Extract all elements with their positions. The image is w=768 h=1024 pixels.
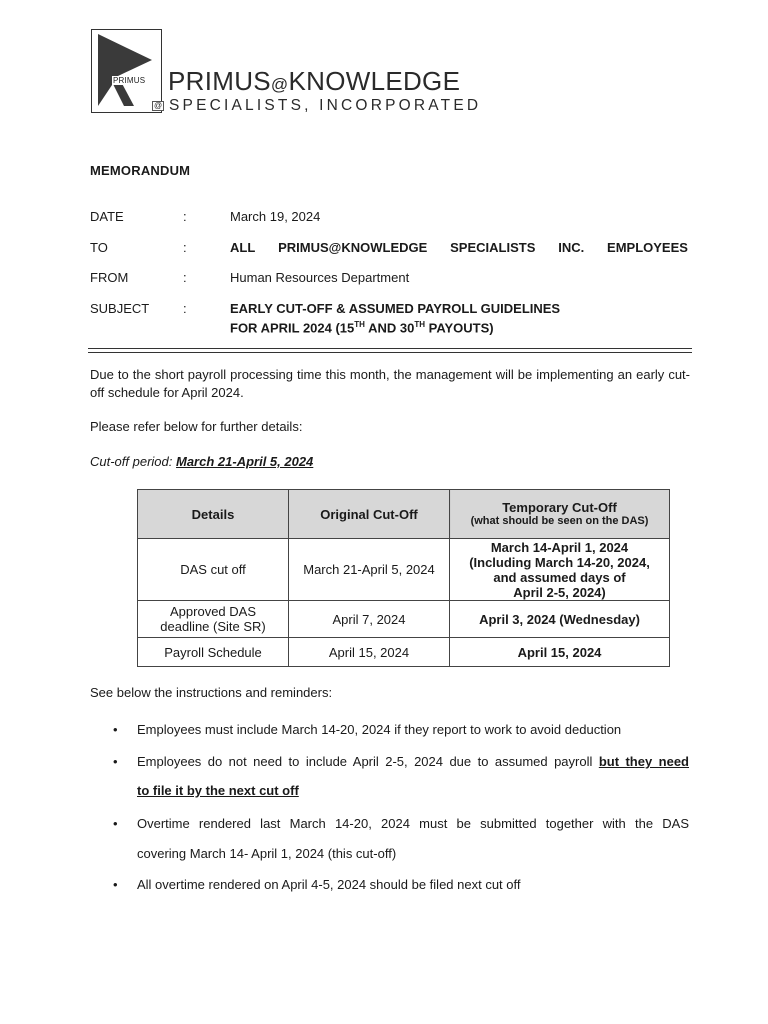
to-word: INC. [558, 240, 585, 255]
subject-sup: TH [414, 320, 425, 329]
cell-temporary: April 15, 2024 [450, 638, 670, 667]
date-label: DATE [90, 209, 124, 224]
to-colon: : [183, 240, 187, 255]
refer-paragraph: Please refer below for further details: [90, 419, 303, 434]
to-word: SPECIALISTS [450, 240, 536, 255]
cell-details: Payroll Schedule [138, 638, 289, 667]
to-value [230, 240, 688, 255]
cell-original: April 7, 2024 [289, 601, 450, 638]
company-name-left: PRIMUS [168, 66, 271, 96]
instructions-heading: See below the instructions and reminders: [90, 685, 333, 700]
cutoff-value: March 21-April 5, 2024 [176, 454, 314, 469]
company-name [168, 66, 460, 97]
subject-value [230, 301, 560, 336]
header-original: Original Cut-Off [289, 490, 450, 539]
subject-colon: : [183, 301, 187, 316]
from-label: FROM [90, 270, 129, 285]
to-label: TO [90, 240, 108, 255]
list-item-text: Employees do not need to include April 2-5, 2024 due to assumed payroll [137, 754, 599, 769]
table-row [138, 601, 670, 638]
cell-line: (Including March 14-20, 2024, [469, 554, 650, 570]
cell-original: April 15, 2024 [289, 638, 450, 667]
list-item-emphasis: but they need [598, 754, 689, 769]
header-temporary [450, 490, 670, 539]
date-value: March 19, 2024 [230, 209, 321, 224]
cell-line: and assumed days of [493, 569, 626, 585]
list-item: All overtime rendered on April 4-5, 2024 should be filed next cut off [137, 877, 521, 892]
table-header-row [138, 490, 670, 539]
cutoff-period [90, 453, 690, 471]
header-temporary-title: Temporary Cut-Off [502, 500, 617, 515]
cell-details [138, 601, 289, 638]
date-colon: : [183, 209, 187, 224]
list-item: Employees must include March 14-20, 2024 if they report to work to avoid deduction [137, 722, 622, 737]
list-item: Overtime rendered last March 14-20, 2024 must be submitted together with the DAS [137, 816, 689, 831]
subject-label: SUBJECT [90, 301, 150, 316]
cell-line: April 2-5, 2024) [513, 584, 606, 600]
cutoff-schedule-table [137, 489, 670, 667]
subject-sup: TH [354, 320, 365, 329]
bullet-icon: • [113, 877, 118, 892]
list-item-emphasis: to file it by the next cut off [137, 783, 299, 798]
cell-line: deadline (Site SR) [160, 619, 266, 634]
list-item-continued [137, 783, 689, 798]
bullet-icon: • [113, 754, 118, 769]
intro-paragraph: Due to the short payroll processing time this month, the management will be implementing an early cut-off schedule for April 2024. [90, 367, 690, 400]
to-word: ALL [230, 240, 256, 255]
bullet-icon: • [113, 816, 118, 831]
list-item-continued: covering March 14- April 1, 2024 (this cut-off) [137, 846, 397, 861]
logo-small-text: PRIMUS [113, 76, 146, 85]
subject-line-1: EARLY CUT-OFF & ASSUMED PAYROLL GUIDELINES [230, 301, 561, 316]
header-details: Details [138, 490, 289, 539]
table-row [138, 638, 670, 667]
from-colon: : [183, 270, 187, 285]
cell-original: March 21-April 5, 2024 [289, 539, 450, 601]
memo-title: MEMORANDUM [90, 163, 191, 178]
header-temporary-sub: (what should be seen on the DAS) [470, 515, 649, 527]
header-divider [88, 348, 692, 349]
company-subtitle: SPECIALISTS, INCORPORATED [169, 97, 482, 114]
list-item [137, 754, 689, 769]
company-logo [91, 29, 162, 113]
from-value: Human Resources Department [230, 270, 410, 285]
company-name-at: @ [270, 75, 289, 94]
subject-text: PAYOUTS) [425, 320, 494, 336]
subject-line-2 [230, 317, 560, 336]
logo-mark-icon [92, 30, 160, 111]
cell-details: DAS cut off [138, 539, 289, 601]
cell-temporary [450, 539, 670, 601]
subject-text: AND 30 [364, 320, 415, 336]
company-name-right: KNOWLEDGE [288, 66, 461, 96]
cutoff-label: Cut-off period: [90, 454, 176, 469]
subject-text: FOR APRIL 2024 (15 [230, 320, 355, 336]
bullet-icon: • [113, 722, 118, 737]
to-word: EMPLOYEES [607, 240, 688, 255]
to-word: PRIMUS@KNOWLEDGE [278, 240, 428, 255]
cell-line: March 14-April 1, 2024 [490, 539, 629, 555]
table-row [138, 539, 670, 601]
cell-line: Approved DAS [170, 604, 256, 619]
cell-temporary: April 3, 2024 (Wednesday) [450, 601, 670, 638]
header-divider [88, 352, 692, 353]
logo-at-symbol: @ [154, 101, 163, 110]
